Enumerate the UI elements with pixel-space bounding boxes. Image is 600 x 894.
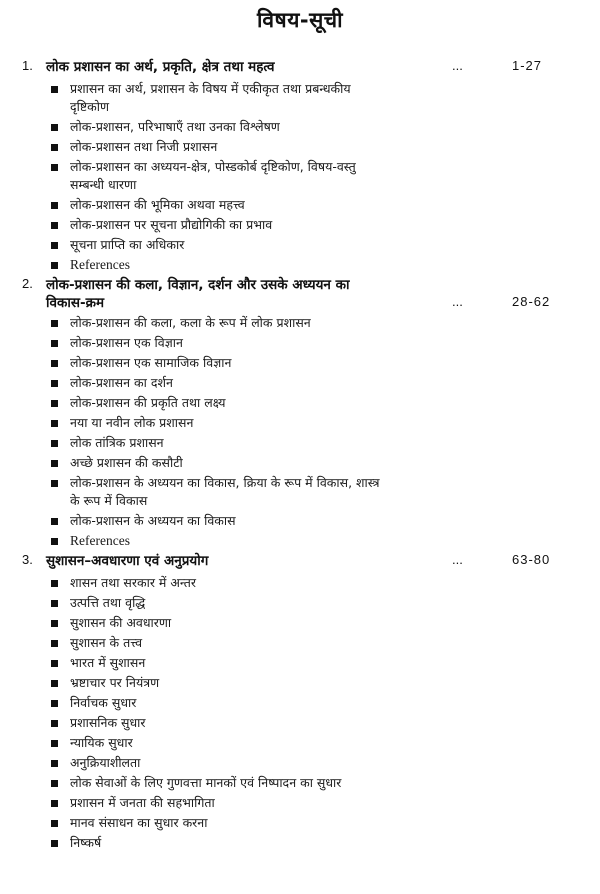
list-item-text xyxy=(70,236,442,254)
chapter-number: 1. xyxy=(22,58,33,73)
bullet-square-icon xyxy=(51,440,58,447)
list-item-line: References xyxy=(70,533,130,548)
chapter-number: 3. xyxy=(22,552,33,567)
bullet-square-icon xyxy=(51,700,58,707)
list-item-line: लोक-प्रशासन का दर्शन xyxy=(70,375,173,390)
bullet-square-icon xyxy=(51,760,58,767)
chapter-title-line: सुशासन–अवधारणा एवं अनुप्रयोग xyxy=(46,553,209,569)
list-item-line: अनुक्रियाशीलता xyxy=(70,755,141,770)
bullet-square-icon xyxy=(51,620,58,627)
list-item-text xyxy=(70,394,442,412)
list-item-line: शासन तथा सरकार में अन्तर xyxy=(70,575,196,590)
list-item-text xyxy=(70,574,442,592)
list-item-text xyxy=(70,138,442,156)
list-item-line: लोक-प्रशासन के अध्ययन का विकास xyxy=(70,513,236,528)
list-item-line: लोक तांत्रिक प्रशासन xyxy=(70,435,164,450)
list-item-line: लोक-प्रशासन के अध्ययन का विकास, क्रिया के रूप में विकास, शास्त्र xyxy=(70,475,380,490)
page-range: 1-27 xyxy=(512,58,543,73)
bullet-square-icon xyxy=(51,800,58,807)
leader-dots: ... xyxy=(452,58,463,73)
page-range: 63-80 xyxy=(512,552,551,567)
list-item-text xyxy=(70,614,442,632)
chapter-title xyxy=(46,58,446,76)
list-item-line: निष्कर्ष xyxy=(70,835,102,850)
list-item-line: लोक-प्रशासन पर सूचना प्रौद्योगिकी का प्रभाव xyxy=(70,217,273,232)
chapter-number: 2. xyxy=(22,276,33,291)
list-item-line: लोक-प्रशासन तथा निजी प्रशासन xyxy=(70,139,218,154)
list-item-line: लोक-प्रशासन की प्रकृति तथा लक्ष्य xyxy=(70,395,226,410)
list-item-text xyxy=(70,334,442,352)
list-item-line: प्रशासन का अर्थ, प्रशासन के विषय में एकीकृत तथा प्रबन्धकीय xyxy=(70,81,351,96)
bullet-square-icon xyxy=(51,600,58,607)
list-item-line: न्यायिक सुधार xyxy=(70,735,133,750)
bullet-square-icon xyxy=(51,242,58,249)
list-item-text xyxy=(70,216,442,234)
list-item-line: लोक-प्रशासन एक सामाजिक विज्ञान xyxy=(70,355,232,370)
leader-dots: ... xyxy=(452,552,463,567)
bullet-square-icon xyxy=(51,380,58,387)
bullet-square-icon xyxy=(51,86,58,93)
list-item-text xyxy=(70,654,442,672)
list-item-line: प्रशासन में जनता की सहभागिता xyxy=(70,795,215,810)
leader-dots: ... xyxy=(452,294,463,309)
list-item-line: निर्वाचक सुधार xyxy=(70,695,137,710)
list-item-line: सुशासन की अवधारणा xyxy=(70,615,172,630)
chapter-title xyxy=(46,552,446,570)
bullet-square-icon xyxy=(51,202,58,209)
bullet-square-icon xyxy=(51,460,58,467)
list-item-text xyxy=(70,374,442,392)
bullet-square-icon xyxy=(51,680,58,687)
bullet-square-icon xyxy=(51,538,58,545)
list-item-text xyxy=(70,354,442,372)
chapter-title-line: लोक-प्रशासन की कला, विज्ञान, दर्शन और उसके अध्ययन का xyxy=(46,277,350,293)
list-item-text xyxy=(70,532,442,550)
list-item-line: लोक सेवाओं के लिए गुणवत्ता मानकों एवं निष्पादन का सुधार xyxy=(70,775,342,790)
bullet-square-icon xyxy=(51,820,58,827)
bullet-square-icon xyxy=(51,320,58,327)
list-item-line: प्रशासनिक सुधार xyxy=(70,715,146,730)
list-item-line: नया या नवीन लोक प्रशासन xyxy=(70,415,194,430)
list-item-line: लोक-प्रशासन एक विज्ञान xyxy=(70,335,183,350)
bullet-square-icon xyxy=(51,340,58,347)
list-item-line: भ्रष्टाचार पर नियंत्रण xyxy=(70,675,160,690)
bullet-square-icon xyxy=(51,580,58,587)
list-item-text xyxy=(70,734,442,752)
chapter-title-line: लोक प्रशासन का अर्थ, प्रकृति, क्षेत्र तथा महत्व xyxy=(46,59,275,75)
bullet-square-icon xyxy=(51,222,58,229)
bullet-square-icon xyxy=(51,518,58,525)
list-item-text xyxy=(70,512,442,530)
list-item-line: लोक-प्रशासन की भूमिका अथवा महत्त्व xyxy=(70,197,245,212)
list-item-text xyxy=(70,434,442,452)
bullet-square-icon xyxy=(51,660,58,667)
list-item-text xyxy=(70,118,442,136)
bullet-square-icon xyxy=(51,144,58,151)
page-range: 28-62 xyxy=(512,294,551,309)
bullet-square-icon xyxy=(51,780,58,787)
list-item-text xyxy=(70,674,442,692)
list-item-line: References xyxy=(70,257,130,272)
bullet-square-icon xyxy=(51,400,58,407)
list-item-text xyxy=(70,794,442,812)
bullet-square-icon xyxy=(51,164,58,171)
list-item-line: के रूप में विकास xyxy=(70,493,148,508)
list-item-line: भारत में सुशासन xyxy=(70,655,146,670)
list-item-text xyxy=(70,774,442,792)
list-item-text xyxy=(70,834,442,852)
bullet-square-icon xyxy=(51,840,58,847)
list-item-line: अच्छे प्रशासन की कसौटी xyxy=(70,455,183,470)
list-item-text xyxy=(70,196,442,214)
list-item-line: लोक-प्रशासन, परिभाषाएँ तथा उनका विश्लेषण xyxy=(70,119,280,134)
list-item-text xyxy=(70,594,442,612)
list-item-text xyxy=(70,754,442,772)
bullet-square-icon xyxy=(51,740,58,747)
chapter-title xyxy=(46,276,446,312)
list-item-line: लोक-प्रशासन का अध्ययन-क्षेत्र, पोस्डकोर्ब दृष्टिकोण, विषय-वस्तु xyxy=(70,159,356,174)
list-item-text xyxy=(70,714,442,732)
list-item-text xyxy=(70,474,442,510)
list-item-text xyxy=(70,454,442,472)
list-item-text xyxy=(70,158,442,194)
page-title: विषय-सूची xyxy=(256,8,344,32)
list-item-line: दृष्टिकोण xyxy=(70,99,110,114)
list-item-text xyxy=(70,414,442,432)
list-item-line: सूचना प्राप्ति का अधिकार xyxy=(70,237,185,252)
bullet-square-icon xyxy=(51,720,58,727)
chapter-title-line: विकास-क्रम xyxy=(46,295,105,311)
list-item-line: सम्बन्धी धारणा xyxy=(70,177,137,192)
list-item-text xyxy=(70,814,442,832)
bullet-square-icon xyxy=(51,420,58,427)
list-item-text xyxy=(70,634,442,652)
list-item-line: मानव संसाधन का सुधार करना xyxy=(70,815,208,830)
bullet-square-icon xyxy=(51,480,58,487)
bullet-square-icon xyxy=(51,124,58,131)
list-item-text xyxy=(70,694,442,712)
bullet-square-icon xyxy=(51,640,58,647)
bullet-square-icon xyxy=(51,360,58,367)
bullet-square-icon xyxy=(51,262,58,269)
list-item-line: लोक-प्रशासन की कला, कला के रूप में लोक प्रशासन xyxy=(70,315,311,330)
list-item-line: सुशासन के तत्त्व xyxy=(70,635,143,650)
list-item-text xyxy=(70,80,442,116)
list-item-text xyxy=(70,256,442,274)
list-item-line: उत्पत्ति तथा वृद्धि xyxy=(70,595,146,610)
list-item-text xyxy=(70,314,442,332)
